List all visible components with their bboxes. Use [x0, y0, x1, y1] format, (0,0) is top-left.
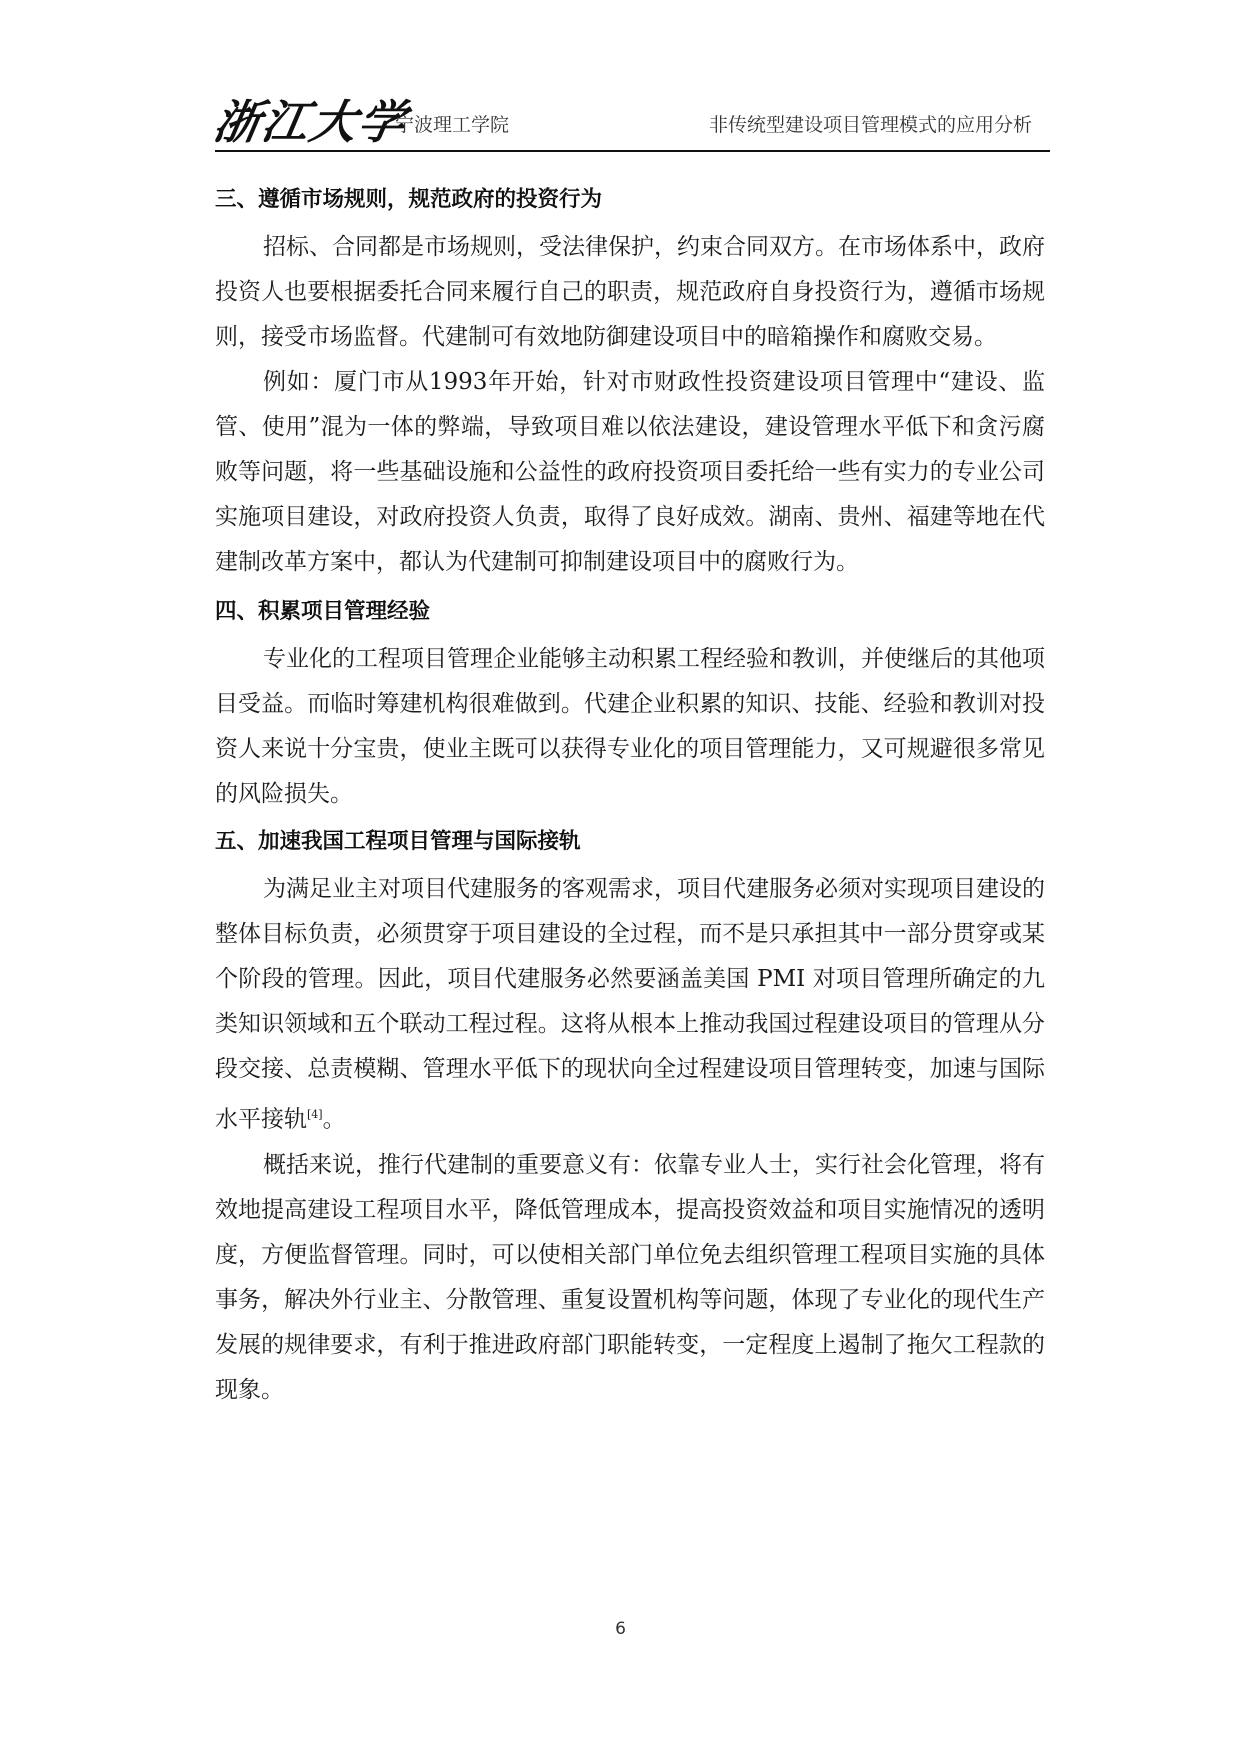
- citation-marker: [4]: [307, 1108, 323, 1121]
- paragraph-tail: 。: [322, 1106, 346, 1133]
- section-heading: 四、积累项目管理经验: [215, 599, 431, 624]
- section-heading: 三、遵循市场规则，规范政府的投资行为: [215, 187, 603, 212]
- paragraph: 专业化的工程项目管理企业能够主动积累工程经验和教训，并使继后的其他项目受益。而临时筹建机构很难做到。代建企业积累的知识、技能、经验和教训对投资人来说十分宝贵，使业主既可以获得专业化的项目管理能力，又可规避很多常见的风险损失。: [215, 646, 1045, 807]
- page-number: 6: [615, 1619, 626, 1639]
- section-heading: 五、加速我国工程项目管理与国际接轨: [215, 829, 581, 854]
- university-logo: 浙江大学: [209, 95, 412, 149]
- document-body: [215, 185, 1045, 1413]
- document-title: 非传统型建设项目管理模式的应用分析: [708, 114, 1032, 136]
- institute-name: 宁波理工学院: [395, 114, 510, 136]
- paragraph-text: 为满足业主对项目代建服务的客观需求，项目代建服务必须对实现项目建设的整体目标负责，必须贯穿于项目建设的全过程，而不是只承担其中一部分贯穿或某个阶段的管理。因此，项目代建服务必然要涵盖美国 PMI 对项目管理所确定的九类知识领域和五个联动工程过程。这将从根本上推动我国过程建设项目的管理从分段交接、总责模糊、管理水平低下的现状向全过程建设项目管理转变，加速与国际水平接轨: [215, 876, 1045, 1133]
- paragraph: 招标、合同都是市场规则，受法律保护，约束合同双方。在市场体系中，政府投资人也要根据委托合同来履行自己的职责，规范政府自身投资行为，遵循市场规则，接受市场监督。代建制可有效地防御建设项目中的暗箱操作和腐败交易。: [215, 234, 1045, 350]
- paragraph: 例如：厦门市从1993年开始，针对市财政性投资建设项目管理中“建设、监管、使用”混为一体的弊端，导致项目难以依法建设，建设管理水平低下和贪污腐败等问题，将一些基础设施和公益性的政府投资项目委托给一些有实力的专业公司实施项目建设，对政府投资人负责，取得了良好成效。湖南、贵州、福建等地在代建制改革方案中，都认为代建制可抑制建设项目中的腐败行为。: [215, 369, 1045, 575]
- page-header: [209, 82, 1050, 152]
- paragraph: [215, 867, 1045, 1143]
- paragraph: 概括来说，推行代建制的重要意义有：依靠专业人士，实行社会化管理，将有效地提高建设工程项目水平，降低管理成本，提高投资效益和项目实施情况的透明度，方便监督管理。同时，可以使相关部门单位免去组织管理工程项目实施的具体事务，解决外行业主、分散管理、重复设置机构等问题，体现了专业化的现代生产发展的规律要求，有利于推进政府部门职能转变，一定程度上遏制了拖欠工程款的现象。: [215, 1151, 1045, 1403]
